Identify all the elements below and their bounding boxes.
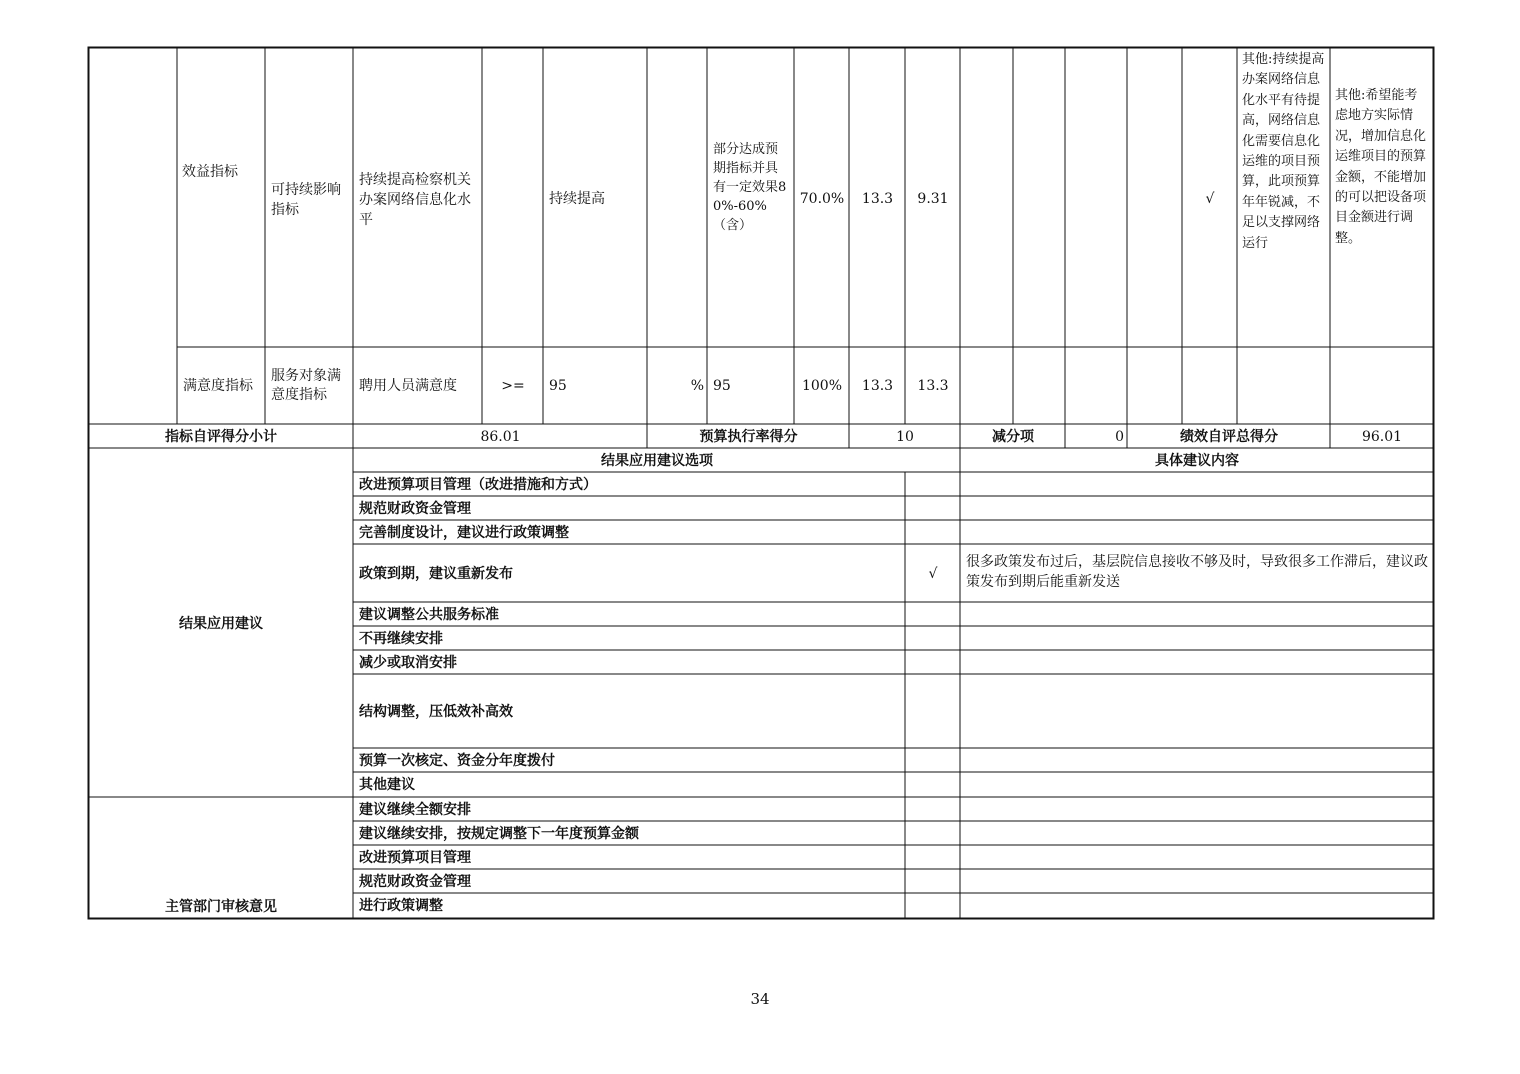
total-score-label: 绩效自评总得分	[1180, 428, 1278, 445]
result-option: 建议调整公共服务标准	[359, 606, 499, 623]
benefit-subcategory: 可持续影响指标	[271, 182, 341, 218]
satisfaction-unit: %	[690, 378, 704, 394]
review-option: 规范财政资金管理	[359, 873, 471, 890]
benefit-score: 9.31	[917, 191, 949, 207]
review-section-label: 主管部门审核意见	[165, 899, 277, 915]
page-number: 34	[750, 990, 770, 1008]
budget-score-value: 10	[896, 428, 914, 445]
satisfaction-subcategory: 服务对象满意度指标	[271, 368, 341, 403]
satisfaction-operator: >=	[501, 378, 525, 394]
satisfaction-indicator: 聘用人员满意度	[359, 378, 457, 394]
satisfaction-category: 满意度指标	[183, 378, 253, 394]
review-option: 改进预算项目管理	[359, 849, 471, 866]
satisfaction-target: 95	[549, 378, 567, 394]
benefit-indicator: 持续提高检察机关办案网络信息化水平	[359, 172, 471, 228]
result-option: 政策到期，建议重新发布	[359, 565, 513, 582]
result-option: 结构调整，压低效补高效	[359, 703, 513, 720]
deduction-value: 0	[1115, 428, 1124, 445]
results-options-header: 结果应用建议选项	[601, 452, 713, 469]
benefit-category: 效益指标	[182, 164, 238, 180]
review-option: 进行政策调整	[359, 898, 443, 914]
result-option: 预算一次核定、资金分年度拨付	[359, 752, 555, 769]
results-content-header: 具体建议内容	[1155, 452, 1239, 469]
benefit-improvement: 其他:希望能考虑地方实际情况，增加信息化运维项目的预算金额，不能增加的可以把设备项目金额进行调整。	[1335, 88, 1427, 246]
results-section-label: 结果应用建议	[179, 616, 263, 632]
benefit-target: 持续提高	[549, 191, 605, 207]
benefit-weight: 13.3	[861, 191, 894, 207]
benefit-actual: 部分达成预期指标并具有一定效果80%-60%（含）	[713, 142, 787, 233]
result-option-content: 很多政策发布过后，基层院信息接收不够及时，导致很多工作滞后，建议政策发布到期后能重新发送	[966, 554, 1428, 590]
satisfaction-score: 13.3	[917, 378, 949, 394]
result-option: 不再继续安排	[359, 630, 443, 647]
satisfaction-rate: 100%	[801, 378, 843, 394]
review-option: 建议继续安排，按规定调整下一年度预算金额	[359, 825, 639, 842]
satisfaction-weight: 13.3	[861, 378, 894, 394]
benefit-rate: 70.0%	[799, 191, 845, 207]
budget-score-label: 预算执行率得分	[699, 428, 798, 445]
summary-value: 86.01	[480, 428, 521, 445]
summary-label: 指标自评得分小计	[165, 428, 277, 445]
satisfaction-actual: 95	[713, 378, 731, 394]
result-option: 完善制度设计，建议进行政策调整	[359, 524, 569, 541]
benefit-deduction-reason: 其他:持续提高办案网络信息化水平有待提高，网络信息化需要信息化运维的项目预算，此项预算年年锐减，不足以支撑网络运行	[1242, 52, 1325, 251]
result-option: 减少或取消安排	[359, 654, 457, 671]
result-option-check: √	[928, 565, 938, 582]
total-score-value: 96.01	[1361, 428, 1403, 445]
deduction-label: 减分项	[992, 428, 1034, 445]
benefit-check: √	[1205, 191, 1215, 207]
result-option: 其他建议	[359, 777, 415, 793]
review-option: 建议继续全额安排	[359, 801, 471, 818]
result-option: 改进预算项目管理（改进措施和方式）	[359, 476, 597, 493]
result-option: 规范财政资金管理	[359, 500, 471, 517]
